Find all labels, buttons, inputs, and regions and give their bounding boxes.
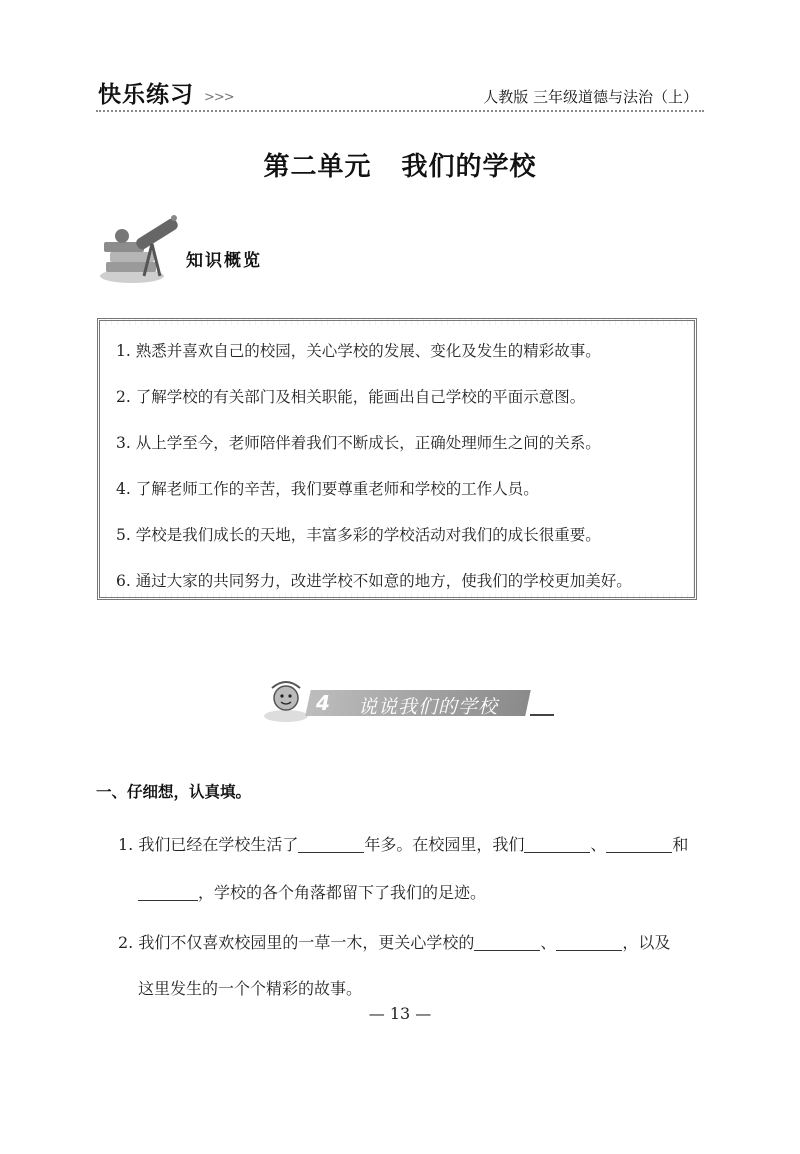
question-2-line-1: 2. 我们不仅喜欢校园里的一草一木，更关心学校的 、 ，以及 (118, 933, 671, 952)
overview-item: 3. 从上学至今，老师陪伴着我们不断成长，正确处理师生之间的关系。 (116, 434, 601, 452)
edition-label: 人教版 三年级道德与法治（上） (483, 88, 698, 106)
overview-item: 5. 学校是我们成长的天地，丰富多彩的学校活动对我们的成长很重要。 (116, 526, 601, 544)
answer-blank[interactable] (474, 934, 540, 951)
answer-blank[interactable] (298, 836, 364, 853)
answer-blank[interactable] (556, 934, 622, 951)
child-mascot-icon (258, 678, 314, 724)
overview-label: 知识概览 (186, 251, 262, 271)
answer-blank[interactable] (606, 836, 672, 853)
question-2-line-2: 这里发生的一个个精彩的故事。 (138, 979, 363, 998)
overview-item: 6. 通过大家的共同努力，改进学校不如意的地方，使我们的学校更加美好。 (116, 572, 632, 590)
overview-badge (94, 214, 294, 294)
overview-item: 1. 熟悉并喜欢自己的校园，关心学校的发展、变化及发生的精彩故事。 (116, 342, 601, 360)
lesson-underline (530, 714, 554, 716)
lesson-title: 说说我们的学校 (358, 696, 499, 718)
question-1-line-1: 1. 我们已经在学校生活了 年多。在校园里，我们 、 和 (118, 835, 689, 854)
lesson-number: 4 (316, 691, 330, 715)
page-header (96, 74, 704, 110)
unit-number: 第二单元 (263, 152, 372, 182)
unit-name: 我们的学校 (401, 152, 537, 182)
overview-item: 4. 了解老师工作的辛苦，我们要尊重老师和学校的工作人员。 (116, 480, 539, 498)
overview-item: 2. 了解学校的有关部门及相关职能，能画出自己学校的平面示意图。 (116, 388, 586, 406)
lesson-banner (258, 678, 558, 724)
header-divider (96, 110, 704, 112)
unit-title (0, 146, 800, 183)
section-heading: 一、仔细想，认真填。 (96, 783, 252, 801)
answer-blank[interactable] (138, 884, 198, 901)
question-1-line-2: ，学校的各个角落都留下了我们的足迹。 (138, 880, 486, 903)
chevron-decoration: >>> (204, 90, 234, 105)
series-brand: 快乐练习 (98, 82, 194, 108)
answer-blank[interactable] (524, 836, 590, 853)
knowledge-overview-box (97, 318, 697, 600)
page-number: — 13 — (368, 1004, 432, 1023)
